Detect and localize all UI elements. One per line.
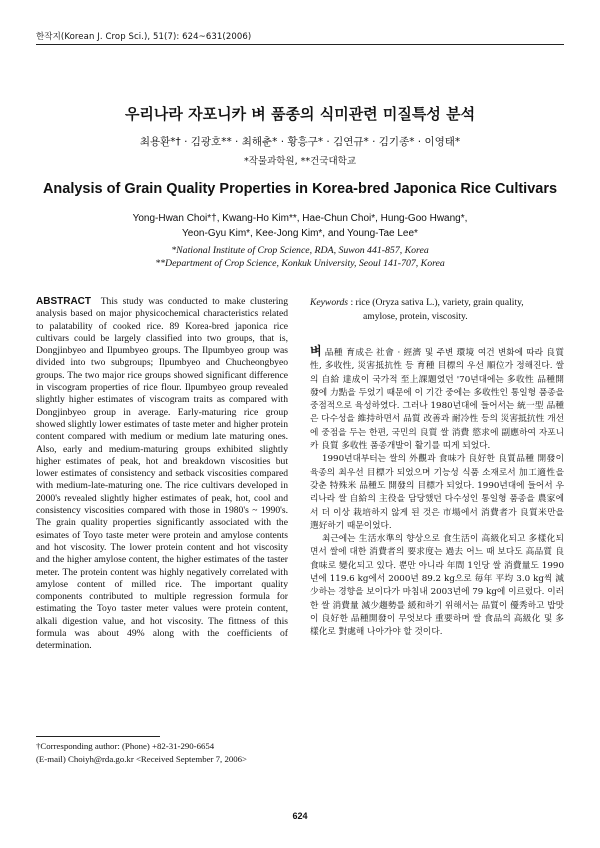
english-authors [90,211,510,241]
page-number: 624 [292,811,308,821]
abstract [36,296,288,653]
english-affiliation-line1: *National Institute of Crop Science, RDA, Suwon 441-857, Korea [171,245,429,256]
paragraph-2: 1990년대부터는 쌀의 外觀과 食味가 良好한 良質品種 開發이 육종의 최우선 目標가 되었으며 기능성 식품 소재로서 加工適性을 갖춘 特殊米 品種도 開發의 目標가 되었다. 1990년대에 들어서 우리나라 쌀 自給의 主役을 담당했던 다수성인 통일형 품종을 農家에서 더 이상 栽培하지 않게 된 것은 市場에서 消費者가 良質米만을 選好하기 때문이었다. [310,454,564,531]
keywords-line2: amylose, protein, viscosity. [363,311,468,322]
english-authors-line1: Yong-Hwan Choi*†, Kwang-Ho Kim**, Hae-Chun Choi*, Hung-Goo Hwang*, [132,213,468,224]
body-text [310,345,564,640]
english-affiliation-line2: **Department of Crop Science, Konkuk University, Seoul 141-707, Korea [155,258,445,269]
english-title: Analysis of Grain Quality Properties in Korea-bred Japonica Rice Cultivars [42,181,558,197]
english-authors-line2: Yeon-Gyu Kim*, Kee-Jong Kim*, and Young-Tae Lee* [182,228,418,239]
keywords-label: Keywords [310,297,349,308]
abstract-label: ABSTRACT [36,296,91,307]
keywords [310,296,564,324]
english-affiliation [60,244,540,270]
footnote-line1: †Corresponding author: (Phone) +82-31-290-6654 [36,741,215,751]
footnote [36,740,288,766]
paragraph-3: 최근에는 生活水準의 향상으로 食生活이 高級化되고 多樣化되면서 쌀에 대한 消費者의 要求度는 過去 어느 때 보다도 高品質 良食味로 變化되고 있다. 뿐만 아니라 年間 1인당 쌀 消費量도 1990년에 119.6 kg에서 2000년 89.2 kg으로 毎年 平均 3.0 kg씩 減少하는 경향을 보이다가 마침내 2003년에 79 kg에 이르렀다. 이러한 쌀 消費量 減少趨勢를 緩和하기 위해서는 品質이 優秀하고 밥맛이 良好한 品種開發이 무엇보다 重要하며 쌀 食品의 高級化 및 多樣化로 對處해 나아가야 할 것이다. [310,534,564,638]
keywords-line1: : rice (Oryza sativa L.), variety, grain quality, [350,297,524,308]
dropcap: 벼 [310,344,322,358]
korean-title: 우리나라 자포니카 벼 품종의 식미관련 미질특성 분석 [124,105,476,123]
header-rule [36,44,564,45]
korean-authors: 최용환*† · 김광호** · 최해춘* · 황흥구* · 김연규* · 김기종* · 이영태* [139,136,461,148]
footnote-line2: (E-mail) Choiyh@rda.go.kr <Received September 7, 2006> [36,754,248,764]
abstract-text: This study was conducted to make clustering analysis based on major physicochemical characteristics related to palatability of cooked rice. 89 Korea-bred japonica rice cultivars could be largely classified into two groups, that is, Dongjinbyeo and Ilpumbyeo groups. The Ilpumbyeo group was divided into two subgroups; Ilpumbyeo and Chucheongbyeo groups. The two major rice groups showed significant difference in viscogram properties of rice flour. Ilpumbyeo group revealed slightly higher estimates of viscogram traits as compared with Dongjinbyeo group in average. Early-maturing rice group showed slightly lower estimates of taste meter and higher protein content compared with medium or medium late maturing ones. Also, early and medium-maturing groups exhibited slightly higher estimates of peak, hot and breakdown viscosities but lower estimates of consistency and setback viscosities compared with medium-late-maturing one. The rice cultivars developed in 2000's revealed slightly higher estimates of peak, hot, cool and consistency viscosities compared with those in 1980's ~ 1990's. The grain quality properties significantly associated with the esimates of Toyo taste meter were protein and amylose contents and hot viscosity. The lower protein content and hot viscosity and the higher amylose content, the higher estimates of the taster meter. The protein content was highly negatively correlated with amylose content of milled rice. The important quality components contributed to multiple regression formula for estimating the Toyo taster meter values were protein content, alkali digestion value, and hot viscosity. The fittness of this formula was about 49% along with the coefficients of determination. [36,296,288,652]
korean-affiliation: *작물과학원, **건국대학교 [243,156,357,167]
journal-reference: 한작지(Korean J. Crop Sci.), 51(7): 624~631(2006) [36,32,252,42]
footnote-rule [36,736,160,737]
paragraph-1: 벼 品種 育成은 社會 · 經濟 및 주변 環境 여건 변화에 따라 良質性, 多收性, 災害抵抗性 등 育種 目標의 우선 順位가 정해진다. 쌀의 自給 達成이 국가적 至上課題였던 '70년대에는 多收性 品種開發에 力點을 두었기 때문에 이 기간 중에는 多收性인 통일형 품종을 중점적으로 육성하였다. 그러나 1980년대에 들어서는 統一型 品種은 다수성을 維持하면서 品質 改善과 耐冷性 등의 災害抵抗性 개선에 중점을 두는 한편, 국민의 良質 쌀 消費 慾求에 副應하여 자포니카 良質 多收性 품종개발이 활기를 띠게 되었다. [310,344,565,452]
